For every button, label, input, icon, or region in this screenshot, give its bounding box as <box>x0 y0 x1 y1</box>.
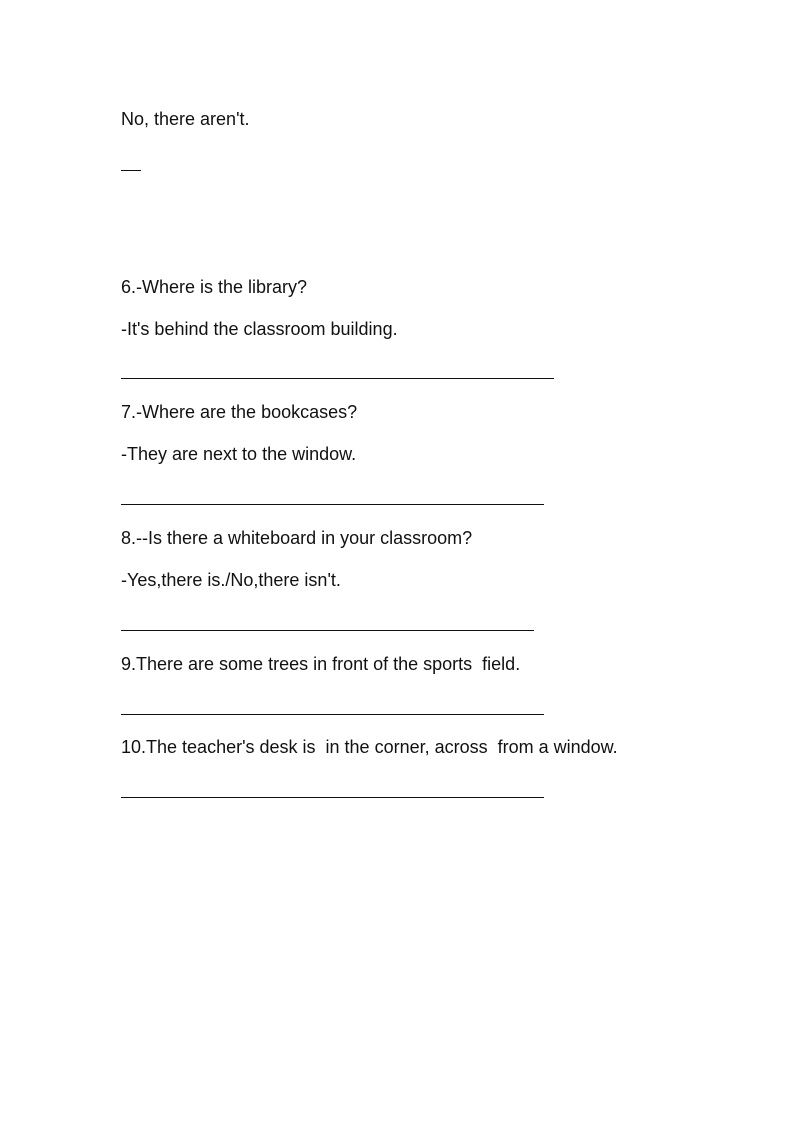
question-6: 6.-Where is the library? <box>121 277 308 297</box>
answer-6: -It's behind the classroom building. <box>121 319 398 339</box>
answer-7: -They are next to the window. <box>121 444 357 464</box>
blank-line-10 <box>121 797 544 798</box>
question-7: 7.-Where are the bookcases? <box>121 402 358 422</box>
answer-8: -Yes,there is./No,there isn't. <box>121 570 341 590</box>
blank-line-7 <box>121 504 544 505</box>
answer-5-text: No, there aren't. <box>121 109 250 129</box>
blank-line-6 <box>121 378 554 379</box>
question-10: 10.The teacher's desk is in the corner, across from a window. <box>121 737 618 757</box>
blank-line-9 <box>121 714 544 715</box>
blank-line-8 <box>121 630 534 631</box>
answer-5-short-blank <box>121 170 141 171</box>
question-8: 8.--Is there a whiteboard in your classroom? <box>121 528 473 548</box>
question-9: 9.There are some trees in front of the sports field. <box>121 654 521 674</box>
